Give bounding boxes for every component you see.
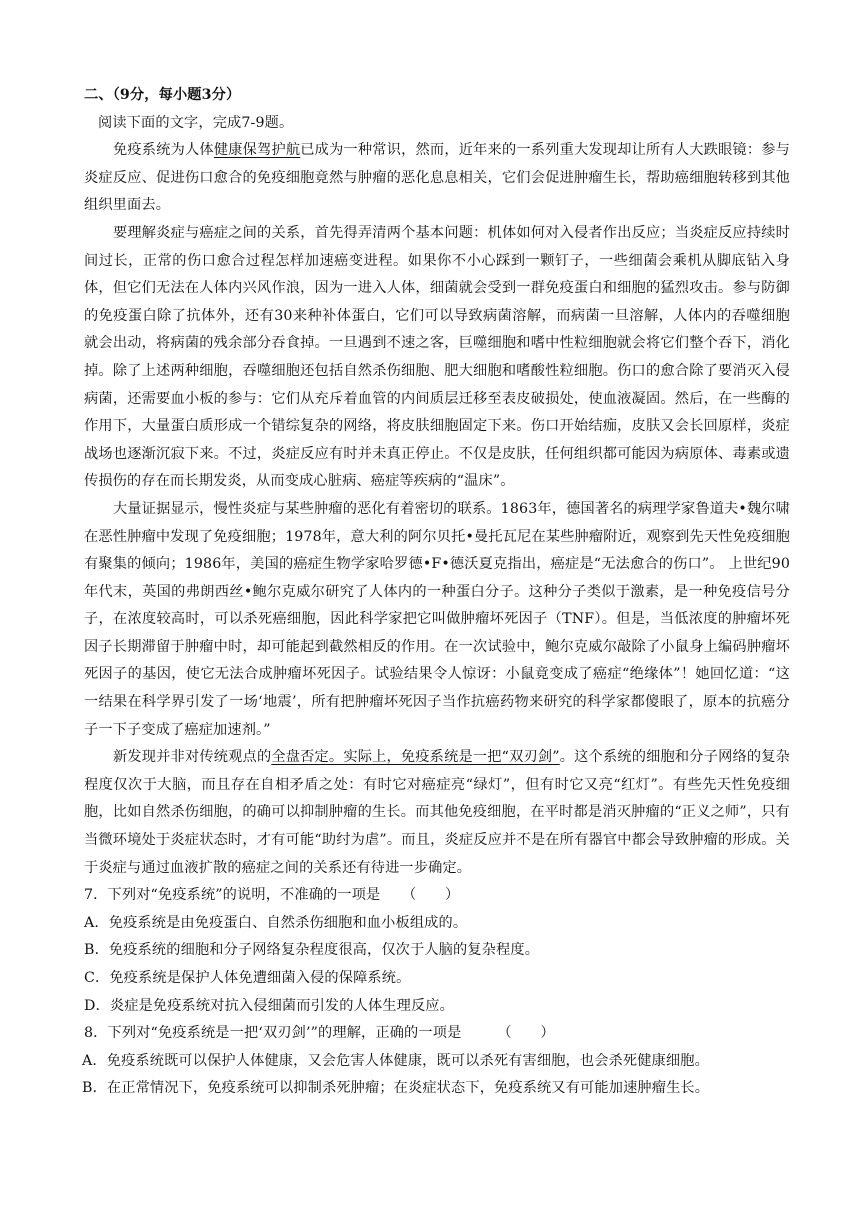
passage-paragraph-3: 大量证据显示，慢性炎症与某些肿瘤的恶化有着密切的联系。1863年，德国著名的病理学家鲁道夫•魏尔啸在恶性肿瘤中发现了免疫细胞；1978年，意大利的阿尔贝托•曼托瓦尼在某些肿瘤附近，观察到先天性免疫细胞有聚集的倾向；1986年，美国的癌症生物学家哈罗德•F•德沃夏克指出，癌症是“无法愈合的伤口”。 上世纪90年代末，英国的弗朗西丝•鲍尔克威尔研究了人体内的一种蛋白分子。这种分子类似于激素，是一种免疫信号分子，在浓度较高时，可以杀死癌细胞，因此科学家把它叫做肿瘤坏死因子（TNF）。但是，当低浓度的肿瘤坏死因子长期滞留于肿瘤中时，却可能起到截然相反的作用。在一次试验中，鲍尔克威尔敲除了小鼠身上编码肿瘤坏死因子的基因，使它无法合成肿瘤坏死因子。试验结果令人惊讶：小鼠竟变成了癌症“绝缘体”！她回忆道：“这一结果在科学界引发了一场‘地震’，所有把肿瘤坏死因子当作抗癌药物来研究的科学家都傻眼了，原本的抗癌分子一下子变成了癌症加速剂。”: [84, 500, 790, 738]
passage-paragraph-1: [84, 137, 790, 220]
p4-text-end: 。这个系统的细胞和分子网络的复杂程度仅次于大脑，而且存在自相矛盾之处：有时它对癌症亮“绿灯”，但有时它又亮“红灯”。有些先天性免疫细胞，比如自然杀伤细胞，的确可以抑制肿瘤的生长。而其他免疫细胞，在平时都是消灭肿瘤的“正义之师”，只有当微环境处于炎症状态时，才有可能“助纣为虐”。而且，炎症反应并不是在所有器官中都会导致肿瘤的形成。关于炎症与通过血液扩散的癌症之间的关系还有待进一步确定。: [84, 749, 791, 876]
reading-instruction: 阅读下面的文字，完成7-9题。: [98, 114, 294, 131]
p1-text-end: 已成为一种常识，然而，近年来的一系列重大发现却让所有人大跌眼镜：参与炎症反应、促进伤口愈合的免疫细胞竟然与肿瘤的恶化息息相关，它们会促进肿瘤生长，帮助癌细胞转移到其他组织里面去。: [84, 142, 790, 214]
question-8-option-b: B．在正常情况下，免疫系统可以抑制杀死肿瘤；在炎症状态下，免疫系统又有可能加速肿瘤生长。: [82, 1080, 710, 1097]
p4-underlined-phrase-1: 全盘否定。实际上，: [271, 749, 401, 766]
passage-paragraph-4: [84, 744, 790, 882]
question-7-option-a: A．免疫系统是由免疫蛋白、自然杀伤细胞和血小板组成的。: [84, 914, 468, 931]
p4-text-start: 新发现并非对传统观点的: [113, 749, 272, 766]
question-8-stem: 8．下列对“免疫系统是一把‘双刃剑’”的理解，正确的一项是 （ ）: [84, 1025, 555, 1042]
section-heading: 二、（9分，每小题3分）: [84, 87, 241, 103]
p1-underlined-phrase: 健康保驾护航: [213, 142, 301, 159]
passage-paragraph-2: 要理解炎症与癌症之间的关系，首先得弄清两个基本问题：机体如何对入侵者作出反应；当炎症反应持续时间过长，正常的伤口愈合过程怎样加速癌变进程。如果你不小心踩到一颗钉子，一些细菌会乘机从脚底钻入身体，但它们无法在人体内兴风作浪，因为一进入人体，细菌就会受到一群免疫蛋白和细胞的猛烈攻击。参与防御的免疫蛋白除了抗体外，还有30来种补体蛋白，它们可以导致病菌溶解，而病菌一旦溶解，人体内的吞噬细胞就会出动，将病菌的残余部分吞食掉。一旦遇到不速之客，巨噬细胞和嗜中性粒细胞就会将它们整个吞下，消化掉。除了上述两种细胞，吞噬细胞还包括自然杀伤细胞、肥大细胞和嗜酸性粒细胞。伤口的愈合除了要消灭入侵病菌，还需要血小板的参与：它们从充斥着血管的内间质层迁移至表皮破损处，使血液凝固。然后，在一些酶的作用下，大量蛋白质形成一个错综复杂的网络，将皮肤细胞固定下来。伤口开始结痂，皮肤又会长回原样，炎症战场也逐渐沉寂下来。不过，炎症反应有时并未真正停止。不仅是皮肤，任何组织都可能因为病原体、毒素或遗传损伤的存在而长期发炎，从而变成心脏病、癌症等疾病的“温床”。: [84, 224, 790, 490]
question-7-stem: 7．下列对“免疫系统”的说明，不准确的一项是 （ ）: [84, 887, 460, 904]
p4-underlined-phrase-2: 免疫系统是一把“双刃剑”: [400, 749, 560, 766]
document-page: [84, 82, 790, 1103]
question-7-option-c: C．免疫系统是保护人体免遭细菌入侵的保障系统。: [84, 970, 411, 986]
question-8-option-a: A．免疫系统既可以保护人体健康，又会危害人体健康，既可以杀死有害细胞，也会杀死健康细胞。: [82, 1052, 709, 1069]
question-7-option-d: D．炎症是免疫系统对抗入侵细菌而引发的人体生理反应。: [84, 997, 454, 1014]
question-7-option-b: B．免疫系统的细胞和分子网络复杂程度很高，仅次于人脑的复杂程度。: [84, 942, 540, 959]
p1-text-start: 免疫系统为人体: [113, 142, 214, 159]
